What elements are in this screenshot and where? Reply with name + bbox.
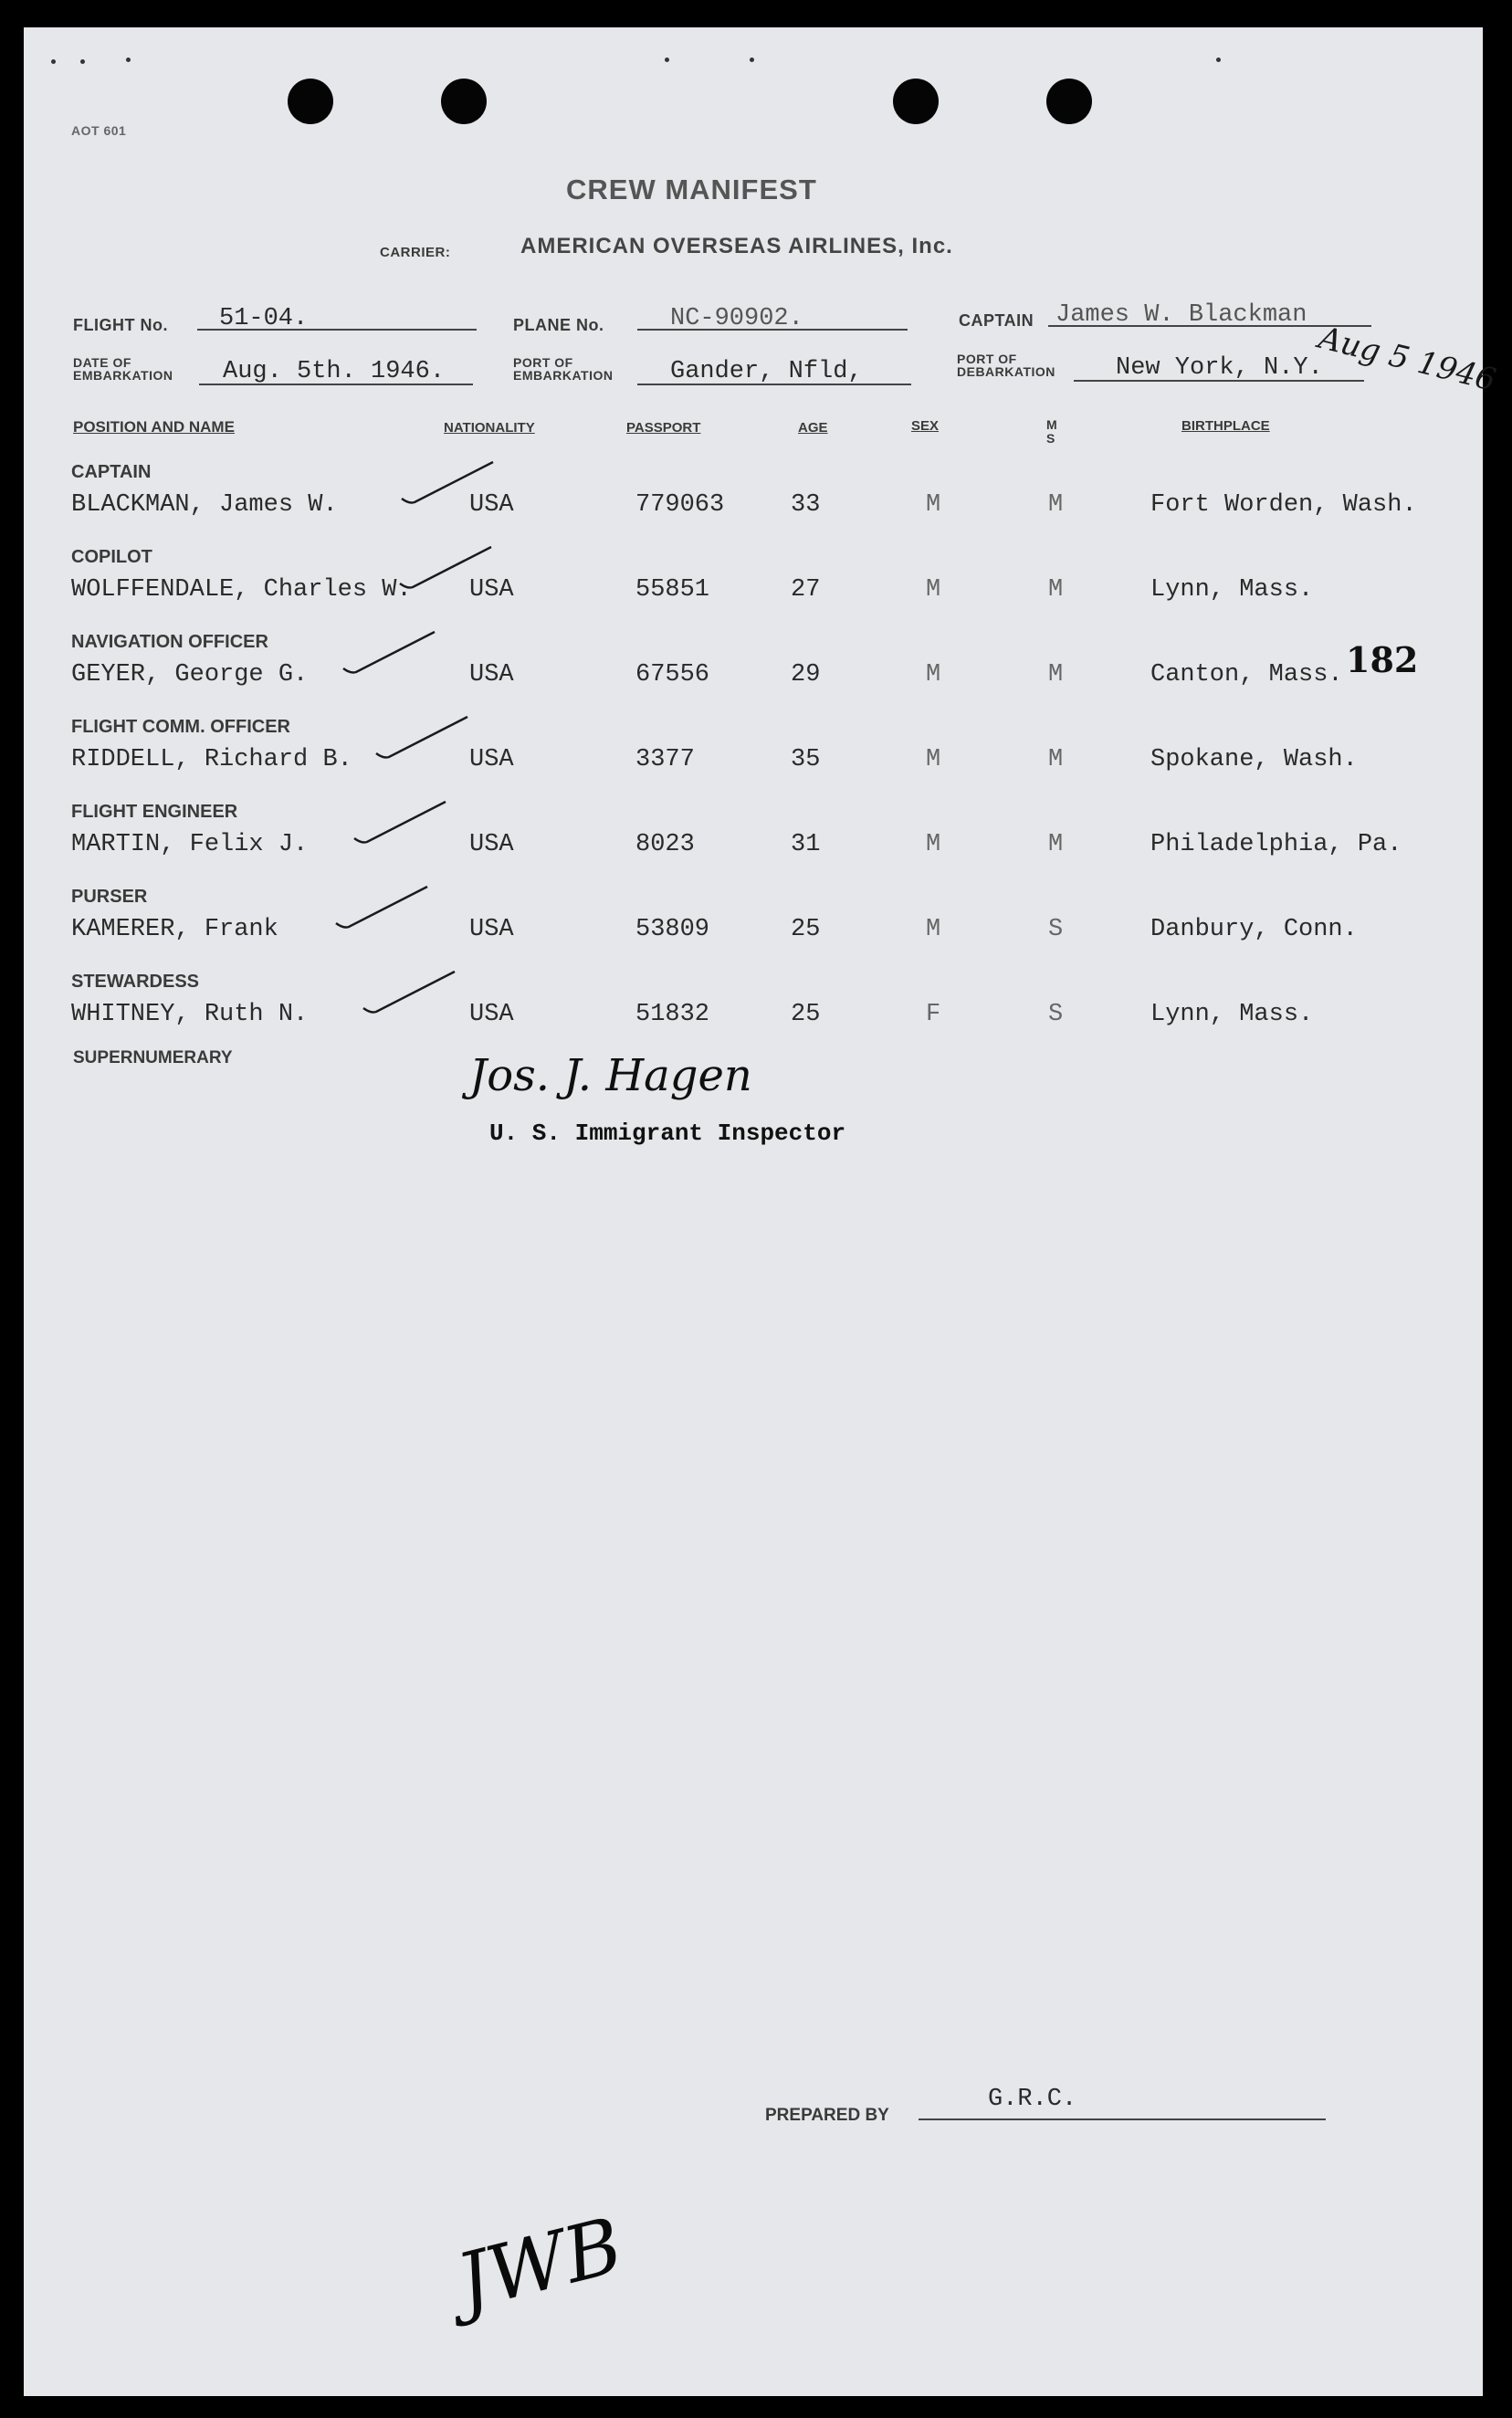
header-age: AGE bbox=[798, 420, 828, 436]
port-deb-label-line1: PORT OF bbox=[957, 352, 1017, 366]
crew-birthplace: Philadelphia, Pa. bbox=[1150, 831, 1402, 858]
embarkation-date: Aug. 5th. 1946. bbox=[223, 358, 446, 385]
port-emb-label-line1: PORT OF bbox=[513, 355, 573, 370]
checkmark-icon bbox=[396, 541, 497, 596]
prepared-by-line bbox=[919, 2118, 1326, 2120]
crew-name: GEYER, George G. bbox=[71, 661, 309, 689]
crew-sex: M bbox=[926, 661, 941, 689]
captain-name: James W. Blackman bbox=[1055, 301, 1307, 329]
crew-name: WHITNEY, Ruth N. bbox=[71, 1001, 309, 1028]
crew-ms: M bbox=[1048, 491, 1064, 519]
crew-age: 31 bbox=[791, 831, 821, 858]
flight-number: 51-04. bbox=[219, 305, 309, 332]
crew-age: 29 bbox=[791, 661, 821, 689]
carrier-name: AMERICAN OVERSEAS AIRLINES, Inc. bbox=[520, 234, 953, 258]
speck bbox=[80, 59, 85, 64]
header-nationality: NATIONALITY bbox=[444, 420, 535, 436]
checkmark-icon bbox=[360, 966, 460, 1021]
crew-nationality: USA bbox=[469, 491, 514, 519]
crew-sex: M bbox=[926, 746, 941, 773]
date-line bbox=[199, 384, 473, 385]
crew-age: 35 bbox=[791, 746, 821, 773]
port-of-embarkation: Gander, Nfld, bbox=[670, 358, 863, 385]
inspector-signature: Jos. J. Hagen bbox=[469, 1050, 752, 1101]
crew-nationality: USA bbox=[469, 661, 514, 689]
crew-name: BLACKMAN, James W. bbox=[71, 491, 338, 519]
crew-passport: 51832 bbox=[635, 1001, 710, 1028]
crew-nationality: USA bbox=[469, 576, 514, 604]
port-of-debarkation: New York, N.Y. bbox=[1116, 354, 1323, 382]
crew-age: 33 bbox=[791, 491, 821, 519]
port-deb-line bbox=[1074, 380, 1364, 382]
header-birthplace: BIRTHPLACE bbox=[1181, 418, 1270, 434]
crew-sex: M bbox=[926, 576, 941, 604]
crew-birthplace: Lynn, Mass. bbox=[1150, 576, 1314, 604]
checkmark-icon bbox=[373, 711, 473, 766]
header-marital-status-2: S bbox=[1046, 431, 1055, 446]
checkmark-icon bbox=[332, 881, 433, 936]
crew-nationality: USA bbox=[469, 1001, 514, 1028]
prepared-by-label: PREPARED BY bbox=[765, 2106, 889, 2125]
speck bbox=[126, 58, 131, 62]
page-number: 182 bbox=[1346, 639, 1419, 680]
crew-nationality: USA bbox=[469, 916, 514, 943]
crew-position-label: NAVIGATION OFFICER bbox=[71, 632, 268, 652]
flight-label: FLIGHT No. bbox=[73, 316, 168, 334]
crew-sex: M bbox=[926, 916, 941, 943]
crew-name: MARTIN, Felix J. bbox=[71, 831, 309, 858]
speck bbox=[750, 58, 754, 62]
supernumerary-label: SUPERNUMERARY bbox=[73, 1048, 233, 1067]
crew-passport: 55851 bbox=[635, 576, 710, 604]
crew-birthplace: Danbury, Conn. bbox=[1150, 916, 1358, 943]
crew-age: 25 bbox=[791, 916, 821, 943]
punch-hole bbox=[288, 79, 333, 124]
checkmark-icon bbox=[398, 457, 499, 511]
crew-name: KAMERER, Frank bbox=[71, 916, 278, 943]
crew-sex: M bbox=[926, 491, 941, 519]
plane-line bbox=[637, 329, 908, 331]
crew-sex: F bbox=[926, 1001, 941, 1028]
handwritten-initials: JWB bbox=[447, 2200, 631, 2328]
header-passport: PASSPORT bbox=[626, 420, 701, 436]
speck bbox=[51, 59, 56, 64]
crew-age: 25 bbox=[791, 1001, 821, 1028]
header-position-name: POSITION AND NAME bbox=[73, 418, 235, 436]
prepared-by-value: G.R.C. bbox=[988, 2086, 1077, 2113]
crew-position-label: FLIGHT COMM. OFFICER bbox=[71, 717, 290, 737]
date-label-line2: EMBARKATION bbox=[73, 368, 173, 383]
carrier-label: CARRIER: bbox=[380, 245, 451, 260]
plane-label: PLANE No. bbox=[513, 316, 604, 334]
crew-name: WOLFFENDALE, Charles W. bbox=[71, 576, 412, 604]
crew-position-label: CAPTAIN bbox=[71, 462, 152, 482]
crew-position-label: PURSER bbox=[71, 887, 148, 907]
crew-ms: S bbox=[1048, 916, 1064, 943]
form-code: AOT 601 bbox=[71, 123, 127, 138]
crew-passport: 67556 bbox=[635, 661, 710, 689]
crew-ms: M bbox=[1048, 661, 1064, 689]
document-title: CREW MANIFEST bbox=[566, 173, 817, 205]
captain-label: CAPTAIN bbox=[959, 311, 1034, 330]
punch-hole bbox=[1046, 79, 1092, 124]
port-emb-label-line2: EMBARKATION bbox=[513, 368, 614, 383]
crew-nationality: USA bbox=[469, 831, 514, 858]
crew-age: 27 bbox=[791, 576, 821, 604]
crew-passport: 779063 bbox=[635, 491, 725, 519]
crew-ms: S bbox=[1048, 1001, 1064, 1028]
crew-name: RIDDELL, Richard B. bbox=[71, 746, 352, 773]
crew-nationality: USA bbox=[469, 746, 514, 773]
crew-ms: M bbox=[1048, 746, 1064, 773]
header-marital-status-1: M bbox=[1046, 417, 1058, 432]
port-deb-label-line2: DEBARKATION bbox=[957, 364, 1055, 379]
date-label-line1: DATE OF bbox=[73, 355, 131, 370]
checkmark-icon bbox=[351, 796, 451, 851]
flight-line bbox=[197, 329, 477, 331]
crew-ms: M bbox=[1048, 576, 1064, 604]
crew-birthplace: Spokane, Wash. bbox=[1150, 746, 1358, 773]
crew-birthplace: Canton, Mass. bbox=[1150, 661, 1343, 689]
crew-ms: M bbox=[1048, 831, 1064, 858]
crew-birthplace: Lynn, Mass. bbox=[1150, 1001, 1314, 1028]
speck bbox=[665, 58, 669, 62]
punch-hole bbox=[441, 79, 487, 124]
manifest-sheet bbox=[24, 27, 1500, 2396]
crew-position-label: FLIGHT ENGINEER bbox=[71, 802, 238, 822]
port-emb-line bbox=[637, 384, 911, 385]
header-sex: SEX bbox=[911, 418, 940, 434]
checkmark-icon bbox=[340, 626, 440, 681]
crew-sex: M bbox=[926, 831, 941, 858]
inspector-title: U. S. Immigrant Inspector bbox=[489, 1120, 846, 1147]
punch-hole bbox=[893, 79, 939, 124]
crew-birthplace: Fort Worden, Wash. bbox=[1150, 491, 1417, 519]
crew-passport: 8023 bbox=[635, 831, 695, 858]
crew-passport: 53809 bbox=[635, 916, 710, 943]
crew-passport: 3377 bbox=[635, 746, 695, 773]
crew-position-label: STEWARDESS bbox=[71, 972, 200, 992]
crew-position-label: COPILOT bbox=[71, 547, 152, 567]
plane-number: NC-90902. bbox=[670, 305, 803, 332]
speck bbox=[1216, 58, 1221, 62]
handwritten-date: Aug 5 1946 bbox=[1315, 320, 1500, 399]
